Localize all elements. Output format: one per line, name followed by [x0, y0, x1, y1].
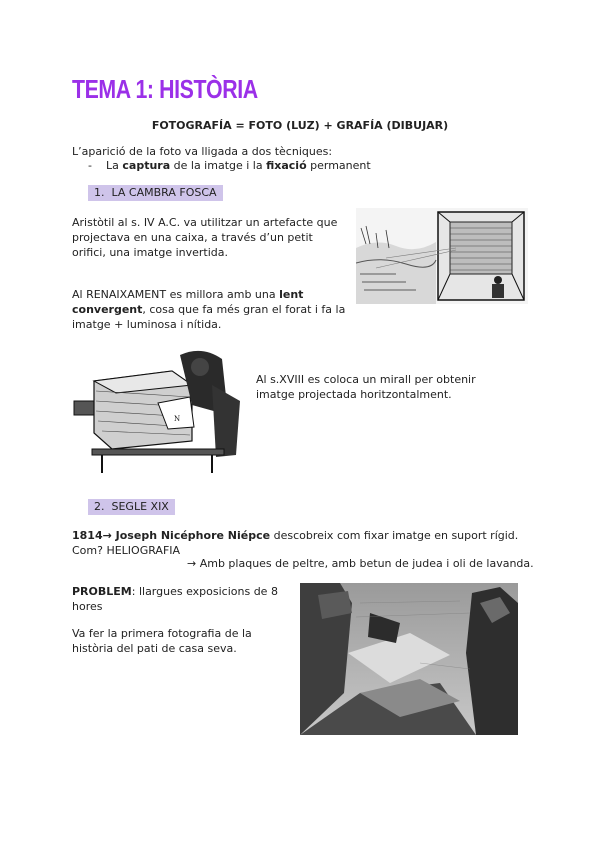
intro-text: L’aparició de la foto va lligada a dos tècniques: [72, 145, 333, 158]
mirror-paragraph: Al s.XVIII es coloca un mirall per obtenir imatge projectada horitzontalment. [256, 373, 476, 401]
subtitle-formula: FOTOGRAFÍA = FOTO (LUZ) + GRAFÍA (DIBUJAR) [151, 119, 449, 132]
first-photograph-image [300, 583, 518, 735]
problem-paragraph: PROBLEM: llargues exposicions de 8 hores [72, 585, 278, 613]
materials-line: → Amb plaques de peltre, amb betun de judea i oli de lavanda. [187, 557, 534, 570]
renaissance-paragraph: Al RENAIXAMENT es millora amb una lent convergent, cosa que fa més gran el forat i fa la imatge + luminosa i nítida. [72, 288, 346, 331]
aristotle-paragraph: Aristòtil al s. IV A.C. va utilitzar un artefacte que projectava en una caixa, a través d’un petit orifici, una imatge invertida. [72, 216, 338, 259]
page-title: TEMA 1: HISTÒRIA [72, 74, 258, 104]
section-heading-19th-century: 2. SEGLE XIX [88, 500, 175, 513]
bullet-dash: - [88, 159, 92, 172]
section-heading-camera-obscura: 1. LA CAMBRA FOSCA [88, 186, 223, 199]
svg-text:N: N [174, 415, 181, 423]
niepce-paragraph: 1814→ Joseph Nicéphore Niépce descobreix com fixar imatge en suport rígid. Com? HELIOGRAFIA [72, 529, 519, 557]
first-photo-paragraph: Va fer la primera fotografia de la història del pati de casa seva. [72, 627, 252, 655]
intro-bullet: - La captura de la imatge i la fixació permanent [88, 159, 371, 172]
camera-with-mirror-illustration [72, 345, 244, 473]
camera-obscura-room-illustration [356, 208, 528, 304]
